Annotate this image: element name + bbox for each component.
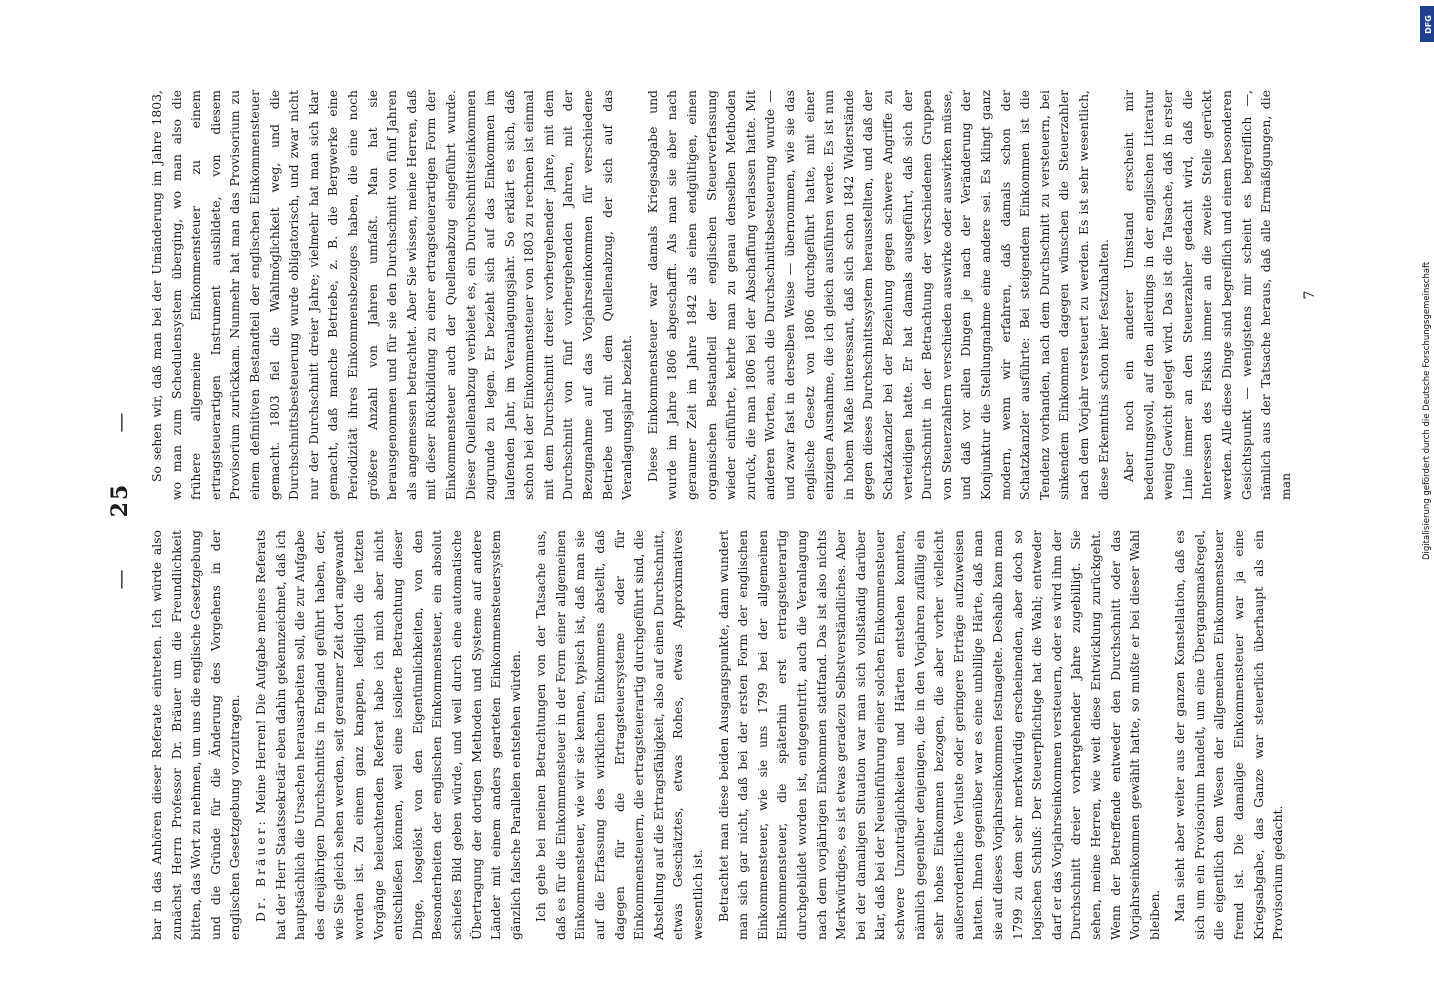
left-column [147, 530, 1335, 940]
dfg-logo-text: DFG [1423, 14, 1433, 34]
page-number: 25 [107, 482, 133, 518]
page-header [105, 60, 135, 940]
paragraph: Diese Einkommensteuer war damals Kriegsabgabe und wurde im Jahre 1806 abgeschafft. Als man sie aber nach geraumer Zeit im Jahre 1842 als einen endgültigen, einen organischen Bestandteil der englischen Steuerverfassung wieder einführte, kehrte man zu genau denselben Methoden zurück, die man 1806 bei der Abschaffung verlassen hatte. Mit anderen Worten, auch die Durchschnittsbesteuerung wurde — und zwar fast in derselben Weise — übernommen, wie sie das englische Gesetz von 1806 durchgeführt hatte, mit einer einzigen Ausnahme, die ich gleich ausführen werde. Es ist nun in hohem Maße interessant, daß sich schon 1842 Widerstände gegen dieses Durchschnittssystem herausstellten, und daß der Schatzkanzler bei der Beziehung gegen schwere Angriffe zu verteidigen hatte. Er hat damals ausgeführt, daß sich der Durchschnitt in der Betrachtung der verschiedenen Gruppen von Steuerzahlern verschieden auswirke oder auswirken müsse, und daß vor allen Dingen je nach der Veränderung der Konjunktur die Stellungnahme eine andere sei. Es klingt ganz modern, wenn wir erfahren, daß damals schon der Schatzkanzler ausführte: Bei steigendem Einkommen ist die Tendenz vorhanden, nach dem Durchschnitt zu versteuern, bei sinkendem Einkommen dagegen wünschen die Steuerzahler nach dem Vorjahr versteuert zu werden. Es ist sehr wesentlich, diese Erkenntnis schon hier festzuhalten. [644, 90, 1111, 500]
paragraph: Betrachtet man diese beiden Ausgangspunkte, dann wundert man sich gar nicht, daß bei der ersten Form der englischen Einkommensteuer, wie sie uns 1799 bei der allgemeinen Einkommensteuer, die späterhin erst ertragsteuerartig durchgebildet worden ist, entgegentritt, auch die Veranlagung nach dem vorjährigen Einkommen stattfand. Das ist also nichts Merkwürdiges, es ist etwas geradezu Selbstverständliches. Aber bei der damaligen Situation war man sich vollständig darüber klar, daß bei der Neueinführung einer solchen Einkommensteuer schwere Unzuträglichkeiten und Härten entstehen konnten, nämlich gegenüber denjenigen, die in den Vorjahren zufällig ein sehr hohes Einkommen bezogen, die aber vorher vielleicht außerordentliche Verluste oder geringere Erträge aufzuweisen hatten. Ihnen gegenüber war es eine unbillige Härte, daß man sie auf dieses Vorjahrseinkommen festnagelte. Deshalb kam man 1799 zu dem sehr merkwürdig erscheinenden, aber doch so logischen Schluß: Der Steuerpflichtige hat die Wahl; entweder darf er das Vorjahrseinkommen versteuern, oder es wird ihm der Durchschnitt dreier vorhergehender Jahre zugebilligt. Sie sehen, meine Herren, wie weit diese Entwicklung zurückgeht. Wenn der Betreffende entweder den Durchschnitt oder das Vorjahrseinkommen gewählt hatte, so mußte er bei dieser Wahl bleiben. [715, 530, 1162, 940]
paragraph: Aber noch ein anderer Umstand erscheint mir bedeutungsvoll, auf den allerdings in der englischen Literatur wenig Gewicht gelegt wird. Das ist die Tatsache, daß in erster Linie immer an den Steuerzahler gedacht wird, daß die Interessen des Fiskus immer an die zweite Stelle gerückt werden. Alle diese Dinge sind begreiflich und einem besonderen Gesichtspunkt — wenigstens mir scheint es begreiflich —, nämlich aus der Tatsache heraus, daß alle Ermäßigungen, die man [1121, 90, 1293, 500]
signature-mark: 7 [1302, 290, 1319, 300]
header-dash-left: — [108, 567, 132, 590]
digitization-credit: Digitalisierung gefördert durch die Deutsche Forschungsgemeinschaft [1422, 261, 1432, 560]
paragraph: bar in das Anhören dieser Referate eintreten. Ich würde also zunächst Herrn Professor Dr. Bräuer um die Freundlichkeit bitten, das Wort zu nehmen, um uns die englische Gesetzgebung und die Gründe für die Änderung des Vorgehens in der englischen Gesetzgebung vorzutragen. [149, 530, 243, 940]
right-column [147, 90, 1335, 500]
paragraph-text: Meine Herren! Die Aufgabe meines Referats hat der Herr Staatssekretär eben dahin gekennzeichnet, daß ich hauptsächlich die Ursachen herausarbeiten soll, die zur Aufgabe des dreijährigen Durchschnitts in England geführt haben, der, wie Sie gleich sehen werden, seit geraumer Zeit dort angewandt worden ist. Zu einem ganz knappen, lediglich die letzten Vorgänge beleuchtenden Referat habe ich mich aber nicht entschließen können, weil eine isolierte Betrachtung dieser Dinge, losgelöst von den Eigentümlichkeiten, von den Besonderheiten der englischen Einkommensteuer, ein absolut schiefes Bild geben würde, und weil durch eine automatische Übertragung der dortigen Methoden und Systeme auf andere Länder mit einem anders gearteten Einkommensteuersystem gänzlich falsche Parallelen entstehen würden. [252, 530, 523, 940]
header-dash-right: — [108, 410, 132, 433]
dfg-logo [1420, 6, 1434, 42]
paragraph: So sehen wir, daß man bei der Umänderung im Jahre 1803, wo man zum Schedulensystem überging, wo man also die frühere allgemeine Einkommensteuer zu einem ertragsteuerartigen Instrument ausbildete, von diesem Provisorium zurückkam. Nunmehr hat man das Provisorium zu einem definitiven Bestandteil der englischen Einkommensteuer gemacht. 1803 fiel die Wahlmöglichkeit weg, und die Durchschnittsbesteuerung wurde obligatorisch, und zwar nicht nur der Durchschnitt dreier Jahre; vielmehr hat man sich klar gemacht, daß manche Betriebe, z. B. die Bergwerke eine Periodizität ihres Einkommensbezuges haben, die eine noch größere Anzahl von Jahren umfaßt. Man hat sie herausgenommen und für sie den Durchschnitt von fünf Jahren als angemessen betrachtet. Aber Sie wissen, meine Herren, daß mit dieser Rückbildung zu einer ertragsteuerartigen Form der Einkommensteuer auch der Quellenabzug eingeführt wurde. Dieser Quellenabzug verbietet es, ein Durchschnittseinkommen zugrunde zu legen. Er bezieht sich auf das Einkommen im laufenden Jahr, im Veranlagungsjahr. So erklärt es sich, daß schon bei der Einkommensteuer von 1803 zu rechnen ist einmal mit dem Durchschnitt dreier vorhergehender Jahre, mit dem Durchschnitt von fünf vorhergehenden Jahren, mit der Bezugnahme auf das Vorjahrseinkommen für verschiedene Betriebe und mit dem Quellenabzug, der sich auf das Veranlagungsjahr bezieht. [149, 90, 635, 500]
paragraph: Ich gehe bei meinen Betrachtungen von der Tatsache aus, daß es für die Einkommensteuer in der Form einer allgemeinen Einkommensteuer, wie wir sie kennen, typisch ist, daß man sie auf die Erfassung des wirklichen Einkommens abstellt, daß dagegen für die Ertragsteuersysteme oder für Einkommensteuern, die ertragsteuerartig durchgeführt sind, die Abstellung auf die Ertragsfähigkeit, also auf einen Durchschnitt, etwas Geschätztes, etwas Rohes, etwas Approximatives wesentlich ist. [533, 530, 706, 940]
speaker-name: Dr. Bräuer: [252, 818, 268, 922]
paragraph [251, 530, 525, 940]
paragraph: Man sieht aber weiter aus der ganzen Konstellation, daß es sich um ein Provisorium handelt, um eine Übergangsmaßregel, die eigentlich dem Wesen der allgemeinen Einkommensteuer fremd ist. Die damalige Einkommensteuer war ja eine Kriegsabgabe, das Ganze war steuerlich überhaupt als ein Provisorium gedacht. [1172, 530, 1286, 940]
scanned-page [105, 60, 1335, 940]
